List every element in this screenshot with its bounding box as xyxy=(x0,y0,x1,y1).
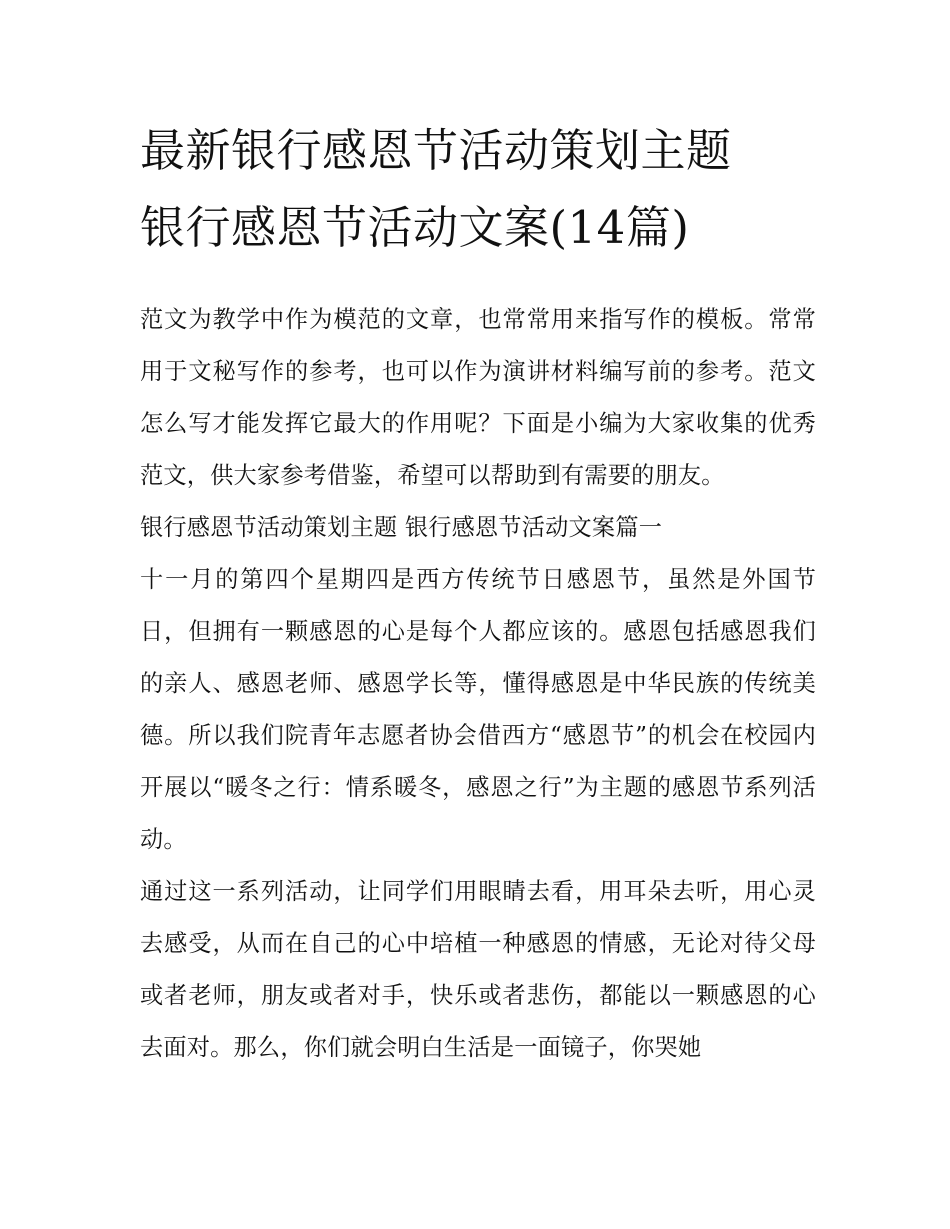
title-line-2: 银行感恩节活动文案(14篇) xyxy=(140,201,690,254)
section-heading: 银行感恩节活动策划主题 银行感恩节活动文案篇一 xyxy=(140,514,663,541)
intro-paragraph: 范文为教学中作为模范的文章，也常常用来指写作的模板。常常用于文秘写作的参考，也可以作为演讲材料编写前的参考。范文怎么写才能发挥它最大的作用呢？下面是小编为大家收集的优秀范文，供大家参考借鉴，希望可以帮助到有需要的朋友。 xyxy=(140,306,816,489)
document-title xyxy=(140,112,816,266)
body-paragraph-2: 通过这一系列活动，让同学们用眼睛去看，用耳朵去听，用心灵去感受，从而在自己的心中培植一种感恩的情感，无论对待父母或者老师，朋友或者对手，快乐或者悲伤，都能以一颗感恩的心去面对。那么，你们就会明白生活是一面镜子，你哭她 xyxy=(140,878,816,1061)
title-line-1: 最新银行感恩节活动策划主题 xyxy=(140,124,732,177)
document-page xyxy=(140,112,816,1074)
body-paragraph-1: 十一月的第四个星期四是西方传统节日感恩节，虽然是外国节日，但拥有一颗感恩的心是每个人都应该的。感恩包括感恩我们的亲人、感恩老师、感恩学长等，懂得感恩是中华民族的传统美德。所以我们院青年志愿者协会借西方“感恩节”的机会在校园内开展以“暖冬之行：情系暖冬，感恩之行”为主题的感恩节系列活动。 xyxy=(140,566,816,853)
